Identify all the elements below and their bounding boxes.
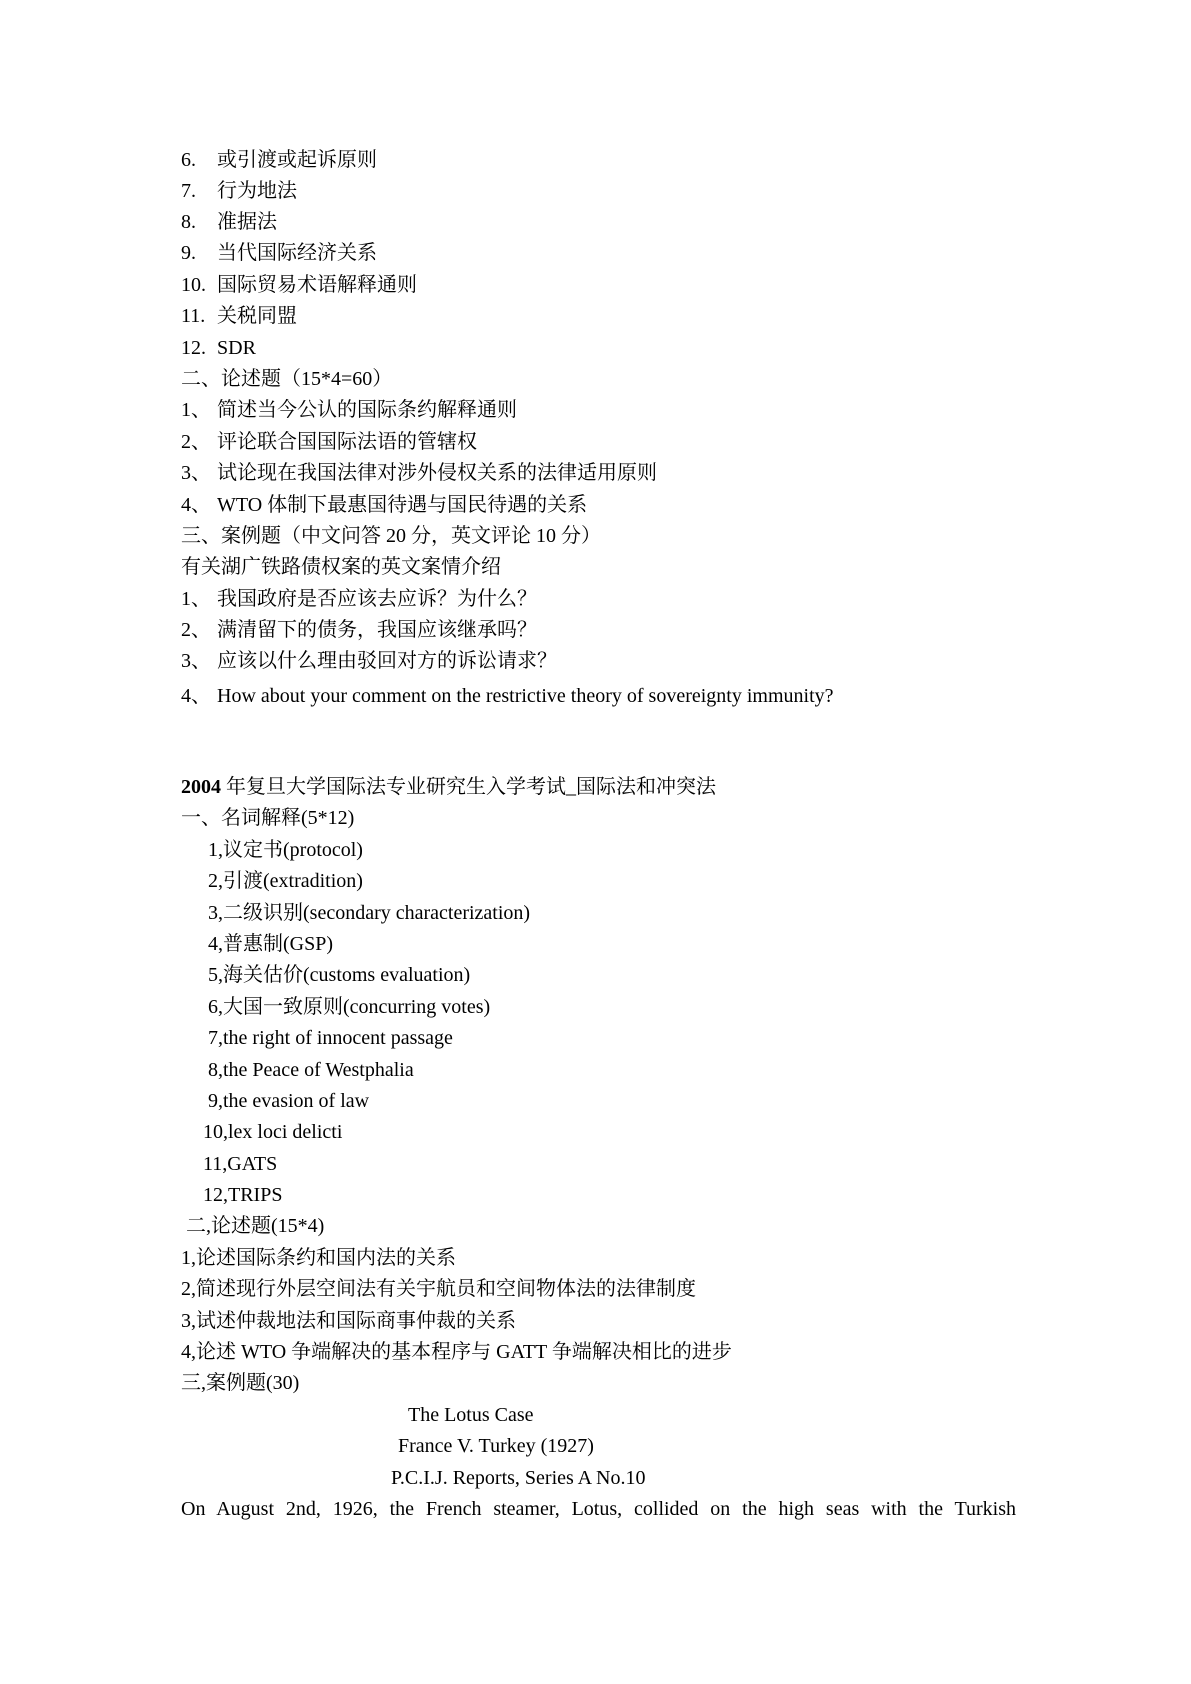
- term-item: 6,大国一致原则(concurring votes): [208, 996, 491, 1018]
- question-number: 2、: [181, 619, 211, 641]
- term-item: 11,GATS: [203, 1153, 278, 1175]
- case-heading: 三,案例题(30): [181, 1372, 300, 1394]
- question-text: 我国政府是否应该去应诉？为什么？: [217, 588, 537, 610]
- term-item: [181, 179, 297, 203]
- essay-question: [181, 493, 587, 517]
- term-item: 4,普惠制(GSP): [208, 933, 334, 955]
- question-number: 2、: [181, 431, 211, 453]
- term-number: 9.: [181, 242, 196, 264]
- question-text: 满清留下的债务，我国应该继承吗？: [217, 619, 537, 641]
- term-item: 5,海关估价(customs evaluation): [208, 964, 471, 986]
- question-number: 1、: [181, 399, 211, 421]
- term-text: 关税同盟: [217, 305, 297, 327]
- term-item: 3,二级识别(secondary characterization): [208, 902, 531, 924]
- term-number: 8.: [181, 211, 196, 233]
- question-number: 3、: [181, 650, 211, 672]
- case-report: P.C.I.J. Reports, Series A No.10: [391, 1467, 646, 1489]
- case-parties: France V. Turkey (1927): [398, 1435, 594, 1457]
- exam-title-text: 年复旦大学国际法专业研究生入学考试_国际法和冲突法: [221, 776, 716, 798]
- essay-question: [181, 461, 657, 485]
- term-text: 当代国际经济关系: [217, 242, 377, 264]
- question-number: 4、: [181, 494, 211, 516]
- case-question: [181, 649, 557, 673]
- term-item: 1,议定书(protocol): [208, 839, 363, 861]
- case-question: [181, 618, 537, 642]
- term-text: 准据法: [217, 211, 277, 233]
- essay-question: [181, 398, 517, 422]
- case-question: [181, 684, 834, 708]
- term-item: [181, 273, 417, 297]
- term-number: 7.: [181, 180, 196, 202]
- term-item: 2,引渡(extradition): [208, 870, 363, 892]
- term-item: [181, 336, 256, 360]
- exam-year: 2004: [181, 776, 221, 798]
- essay-question: 2,简述现行外层空间法有关宇航员和空间物体法的法律制度: [181, 1278, 696, 1300]
- question-text: WTO 体制下最惠国待遇与国民待遇的关系: [217, 494, 588, 516]
- term-item: 10,lex loci delicti: [203, 1121, 343, 1143]
- essay-question: 3,试述仲裁地法和国际商事仲裁的关系: [181, 1310, 516, 1332]
- term-text: 行为地法: [217, 180, 297, 202]
- term-text: 国际贸易术语解释通则: [217, 274, 417, 296]
- exam-title: [181, 775, 716, 799]
- case-title: The Lotus Case: [408, 1404, 534, 1426]
- term-item: 12,TRIPS: [203, 1184, 283, 1206]
- essay-heading: 二,论述题(15*4): [186, 1215, 325, 1237]
- term-text: 或引渡或起诉原则: [217, 149, 377, 171]
- term-text: SDR: [217, 337, 256, 359]
- term-number: 12.: [181, 337, 206, 359]
- term-number: 6.: [181, 149, 196, 171]
- case-body-text: On August 2nd, 1926, the French steamer, Lotus, collided on the high seas with the Turkish: [181, 1498, 1016, 1520]
- question-number: 1、: [181, 588, 211, 610]
- term-item: 7,the right of innocent passage: [208, 1027, 453, 1049]
- question-number: 4、: [181, 685, 211, 707]
- essay-question: 4,论述 WTO 争端解决的基本程序与 GATT 争端解决相比的进步: [181, 1341, 732, 1363]
- term-item: [181, 304, 297, 328]
- question-text: 评论联合国国际法语的管辖权: [217, 431, 477, 453]
- term-item: [181, 241, 377, 265]
- terms-heading: 一、名词解释(5*12): [181, 807, 355, 829]
- essay-question: 1,论述国际条约和国内法的关系: [181, 1247, 456, 1269]
- case-intro: 有关湖广铁路债权案的英文案情介绍: [181, 556, 501, 578]
- question-text: 试论现在我国法律对涉外侵权关系的法律适用原则: [217, 462, 657, 484]
- term-item: 8,the Peace of Westphalia: [208, 1059, 414, 1081]
- term-number: 11.: [181, 305, 206, 327]
- term-item: [181, 210, 277, 234]
- essay-question: [181, 430, 477, 454]
- question-text: How about your comment on the restrictive theory of sovereignty immunity?: [217, 685, 834, 707]
- term-item: 9,the evasion of law: [208, 1090, 370, 1112]
- case-question: [181, 587, 537, 611]
- essay-heading: 二、论述题（15*4=60）: [181, 368, 393, 390]
- question-text: 简述当今公认的国际条约解释通则: [217, 399, 517, 421]
- question-number: 3、: [181, 462, 211, 484]
- term-item: [181, 148, 377, 172]
- case-heading: 三、案例题（中文问答 20 分，英文评论 10 分）: [181, 525, 601, 547]
- term-number: 10.: [181, 274, 206, 296]
- question-text: 应该以什么理由驳回对方的诉讼请求？: [217, 650, 557, 672]
